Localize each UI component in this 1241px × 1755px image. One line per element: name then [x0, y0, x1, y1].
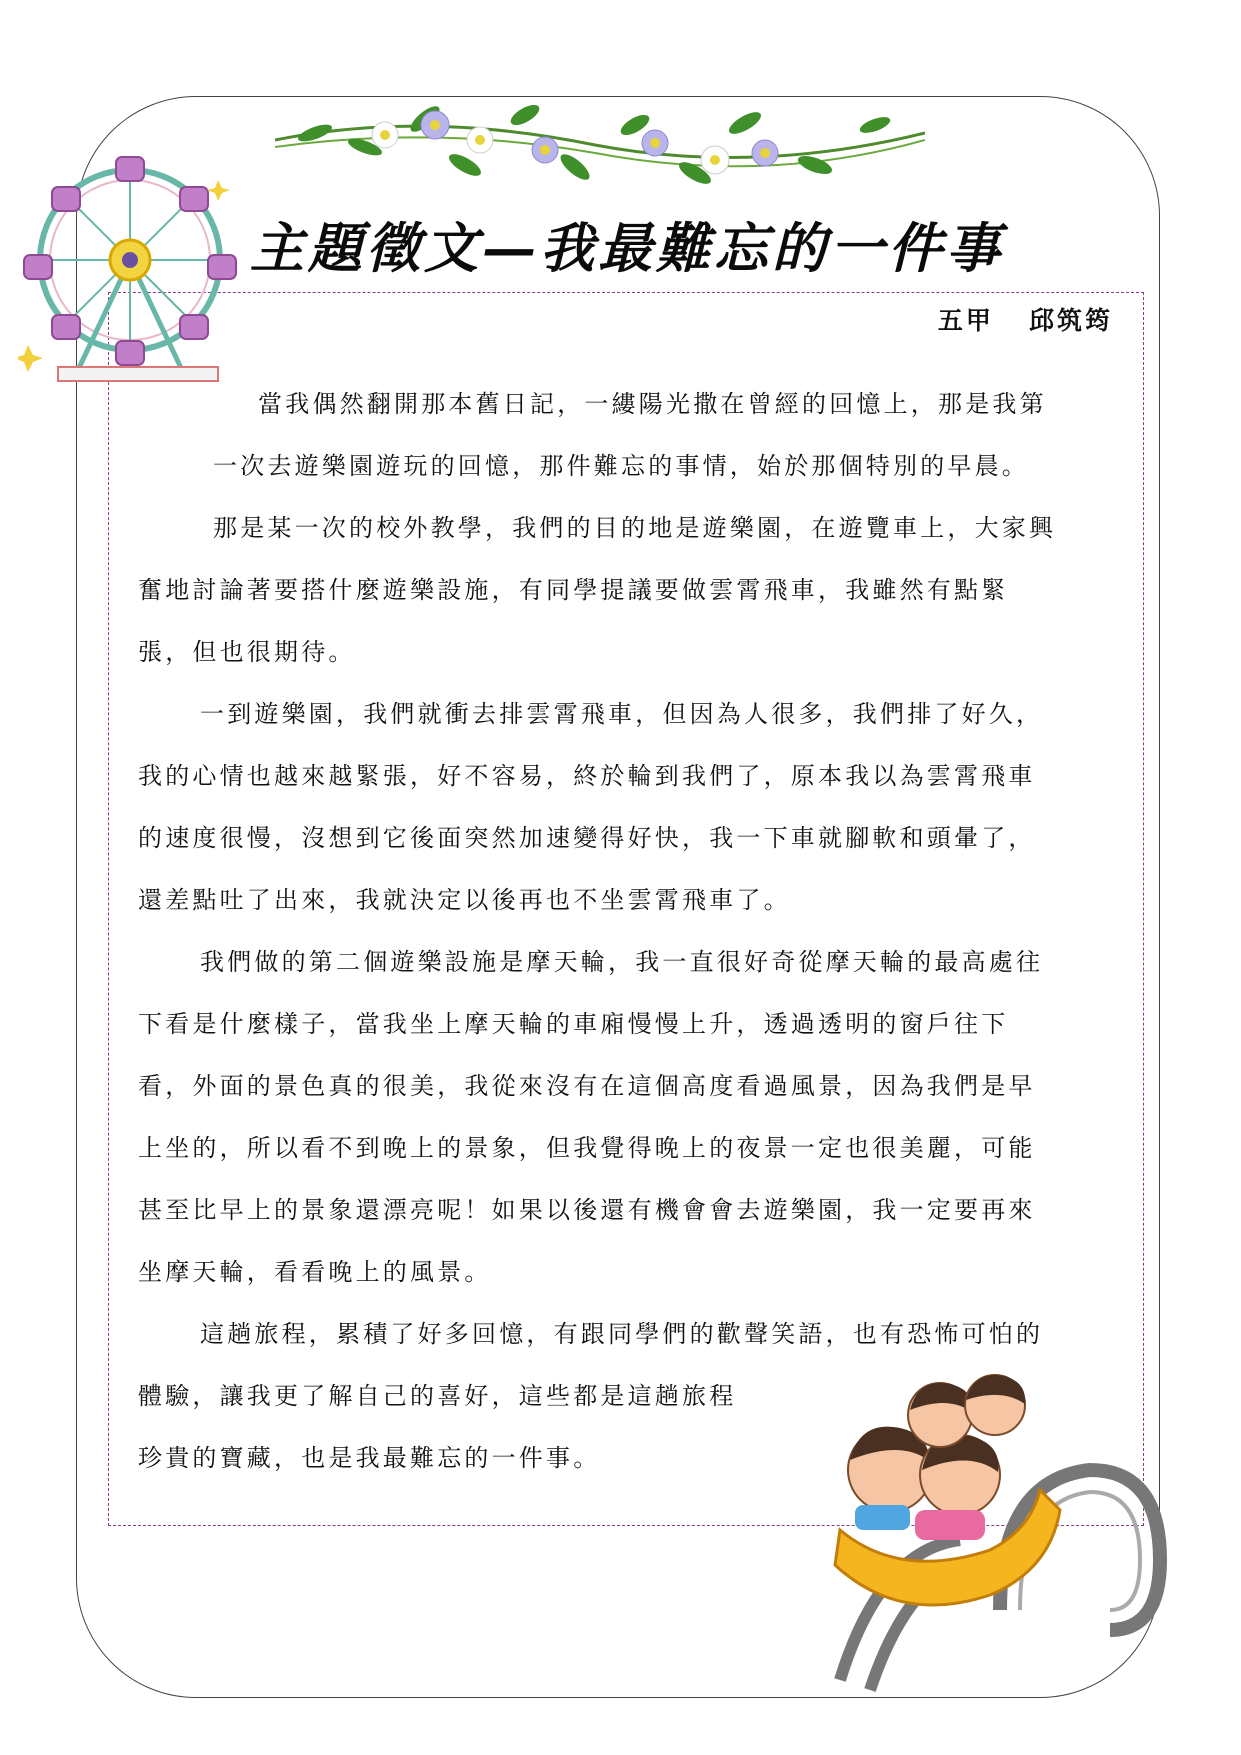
essay-line: 奮地討論著要搭什麼遊樂設施，有同學提議要做雲霄飛車，我雖然有點緊 [138, 576, 1009, 604]
essay-line: 珍貴的寶藏，也是我最難忘的一件事。 [138, 1444, 601, 1472]
essay-line: 這趟旅程，累積了好多回憶，有跟同學們的歡聲笑語，也有恐怖可怕的 [200, 1320, 1044, 1348]
essay-line: 看，外面的景色真的很美，我從來沒有在這個高度看過風景，因為我們是早 [138, 1072, 1036, 1100]
author-byline: 五甲 邱筑筠 [937, 306, 1113, 335]
essay-line: 我的心情也越來越緊張，好不容易，終於輪到我們了，原本我以為雲霄飛車 [138, 762, 1036, 790]
flower-garland-icon [275, 95, 925, 195]
essay-line: 那是某一次的校外教學，我們的目的地是遊樂園，在遊覽車上，大家興 [213, 514, 1057, 542]
essay-line: 甚至比早上的景象還漂亮呢！如果以後還有機會會去遊樂園，我一定要再來 [138, 1196, 1036, 1224]
essay-line: 一次去遊樂園遊玩的回憶，那件難忘的事情，始於那個特別的早晨。 [213, 452, 1029, 480]
roller-coaster-icon [820, 1360, 1180, 1700]
essay-line: 坐摩天輪，看看晚上的風景。 [138, 1258, 492, 1286]
page-title: 主題徵文—我最難忘的一件事 [250, 216, 1004, 280]
essay-line: 還差點吐了出來，我就決定以後再也不坐雲霄飛車了。 [138, 886, 791, 914]
essay-line: 我們做的第二個遊樂設施是摩天輪，我一直很好奇從摩天輪的最高處往 [200, 948, 1044, 976]
essay-line: 當我偶然翻開那本舊日記，一縷陽光撒在曾經的回憶上，那是我第 [258, 390, 1047, 418]
essay-line: 下看是什麼樣子，當我坐上摩天輪的車廂慢慢上升，透過透明的窗戶往下 [138, 1010, 1009, 1038]
essay-line: 一到遊樂園，我們就衝去排雲霄飛車，但因為人很多，我們排了好久， [200, 700, 1044, 728]
essay-line: 體驗，讓我更了解自己的喜好，這些都是這趟旅程 [138, 1382, 737, 1410]
essay-line: 張，但也很期待。 [138, 638, 356, 666]
essay-line: 上坐的，所以看不到晚上的景象，但我覺得晚上的夜景一定也很美麗，可能 [138, 1134, 1036, 1162]
essay-line: 的速度很慢，沒想到它後面突然加速變得好快，我一下車就腳軟和頭暈了， [138, 824, 1036, 852]
ferris-wheel-icon [18, 155, 288, 430]
